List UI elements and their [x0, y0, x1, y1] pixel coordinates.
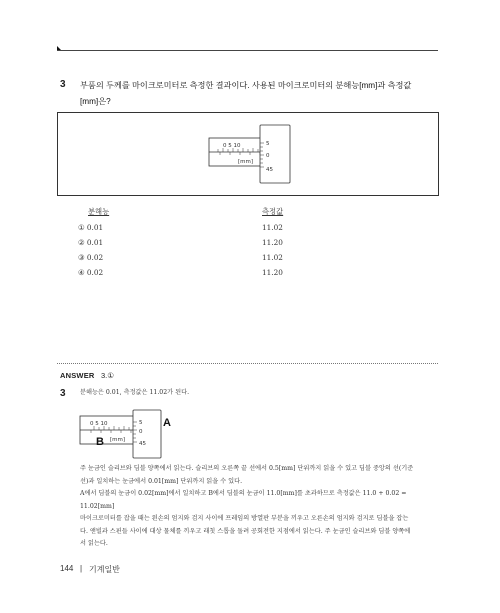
expl-sleeve-scale-label: 0 5 10: [90, 421, 108, 427]
option-1-value: 11.02: [262, 223, 283, 232]
question-number: 3: [60, 79, 66, 90]
thimble-tick-45: 45: [266, 167, 273, 173]
explanation-line-3: A에서 딤블의 눈금이 0.02[mm]에서 일치하고 B에서 딤블의 눈금이 11.0[mm]를 초과하므로 측정값은 11.0 + 0.02 =: [80, 490, 407, 497]
thimble-tick-5: 5: [266, 141, 270, 147]
explanation-line-1: 주 눈금인 슬리브와 딤블 양쪽에서 읽는다. 슬리브의 오른쪽 끝 선에서 0.5[mm] 단위까지 읽을 수 있고 딤블 중앙의 선(기준: [80, 465, 414, 472]
explanation-line-4: 11.02[mm]: [80, 502, 115, 510]
footer-section: 기계일반: [89, 565, 120, 574]
answer-label: ANSWER: [60, 371, 95, 380]
option-2-resolution: ② 0.01: [78, 238, 104, 247]
page-number: 144: [60, 564, 74, 573]
options-header-value: 측정값: [262, 207, 284, 216]
sleeve-unit-label: [mm]: [238, 159, 254, 165]
expl-thimble-tick-0: 0: [139, 429, 143, 435]
expl-sleeve-unit-label: [mm]: [110, 437, 126, 443]
option-3-resolution: ③ 0.02: [78, 253, 104, 262]
answer-divider: [57, 363, 438, 364]
explanation-body: [80, 463, 440, 551]
options-header-resolution: 분해능: [88, 207, 110, 216]
sleeve-scale-label: 0 5 10: [223, 143, 241, 149]
option-2-value: 11.20: [262, 238, 283, 247]
micrometer-figure-box: [57, 112, 439, 196]
question-line-1: 부품의 두께를 마이크로미터로 측정한 결과이다. 사용된 마이크로미터의 분해능[mm]과 측정값: [80, 81, 412, 90]
explanation-line-6: 다. 앤빌과 스핀들 사이에 대상 물체를 끼우고 래칫 스톱을 돌려 공회전한 지점에서 읽는다. 주 눈금인 슬리브와 딤블 양쪽에: [80, 527, 411, 535]
footer-separator: |: [80, 564, 83, 573]
option-4-resolution: ④ 0.02: [78, 268, 104, 277]
label-b: B: [96, 436, 104, 448]
explanation-line-5: 마이크로미터를 잡을 때는 왼손의 엄지와 검지 사이에 프레임의 방열판 부분을 끼우고 오른손의 엄지와 검지로 딤블을 잡는: [80, 515, 409, 522]
answer-value: 3.①: [101, 371, 114, 380]
top-rule: [57, 50, 438, 51]
option-3-value: 11.02: [262, 253, 283, 262]
explanation-line-2: 선)과 일치하는 눈금에서 0.01[mm] 단위까지 읽을 수 있다.: [80, 477, 243, 485]
question-line-2: [mm]은?: [80, 97, 111, 106]
option-1-resolution: ① 0.01: [78, 223, 104, 232]
thimble-tick-0: 0: [266, 153, 270, 159]
micrometer-figure: [58, 113, 438, 195]
explanation-figure: [78, 408, 198, 460]
explanation-number: 3: [60, 388, 66, 399]
label-a: A: [163, 417, 171, 429]
explanation-line-7: 서 읽는다.: [80, 540, 108, 547]
explanation-intro: 분해능은 0.01, 측정값은 11.02가 된다.: [80, 389, 190, 396]
option-4-value: 11.20: [262, 268, 283, 277]
expl-thimble-tick-5: 5: [139, 420, 143, 426]
expl-thimble-tick-45: 45: [139, 441, 146, 447]
